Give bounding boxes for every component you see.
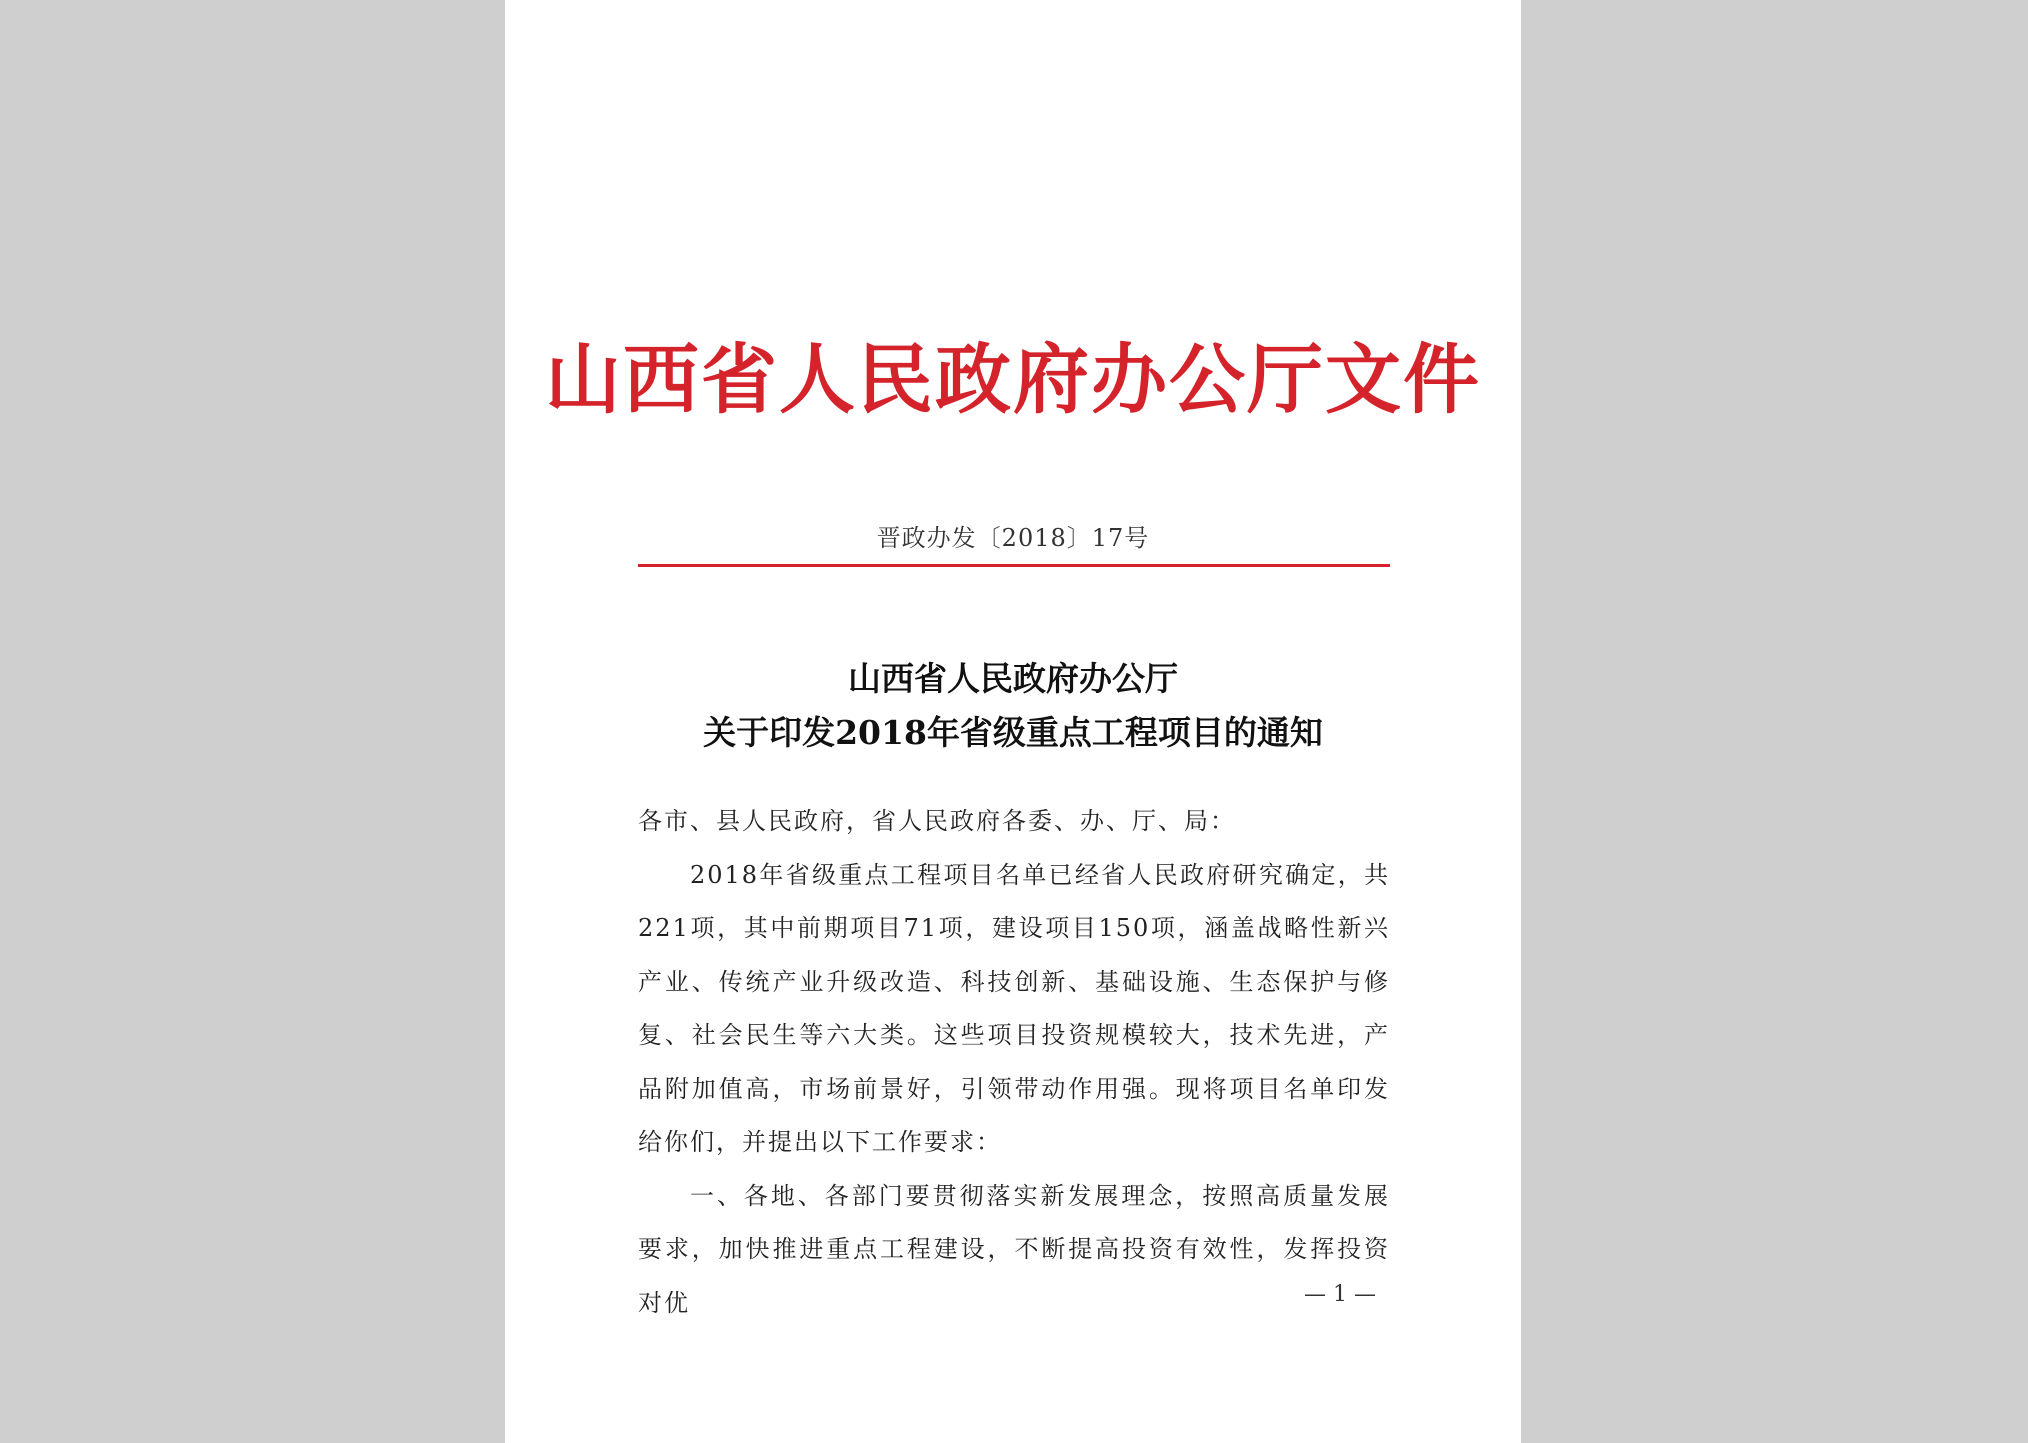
- document-number: 晋政办发〔2018〕17号: [876, 524, 1150, 552]
- body-paragraph-2: 一、各地、各部门要贯彻落实新发展理念，按照高质量发展要求，加快推进重点工程建设，不断提高投资有效性，发挥投资对优: [638, 1181, 1390, 1317]
- red-divider-line: [638, 564, 1390, 567]
- notice-title: [505, 652, 1521, 760]
- page-number: — 1 —: [1304, 1282, 1376, 1307]
- notice-body: [638, 795, 1390, 1330]
- salutation: 各市、县人民政府，省人民政府各委、办、厅、局：: [638, 807, 1236, 835]
- document-page: [505, 0, 1521, 1443]
- document-masthead: 山西省人民政府办公厅文件: [545, 335, 1481, 424]
- body-paragraph-1: 2018年省级重点工程项目名单已经省人民政府研究确定，共221项，其中前期项目71项，建设项目150项，涵盖战略性新兴产业、传统产业升级改造、科技创新、基础设施、生态保护与修复、社会民生等六大类。这些项目投资规模较大，技术先进，产品附加值高，市场前景好，引领带动作用强。现将项目名单印发给你们，并提出以下工作要求：: [638, 860, 1390, 1156]
- notice-title-line-1: 山西省人民政府办公厅: [848, 659, 1178, 698]
- notice-title-line-2: 关于印发2018年省级重点工程项目的通知: [703, 713, 1323, 752]
